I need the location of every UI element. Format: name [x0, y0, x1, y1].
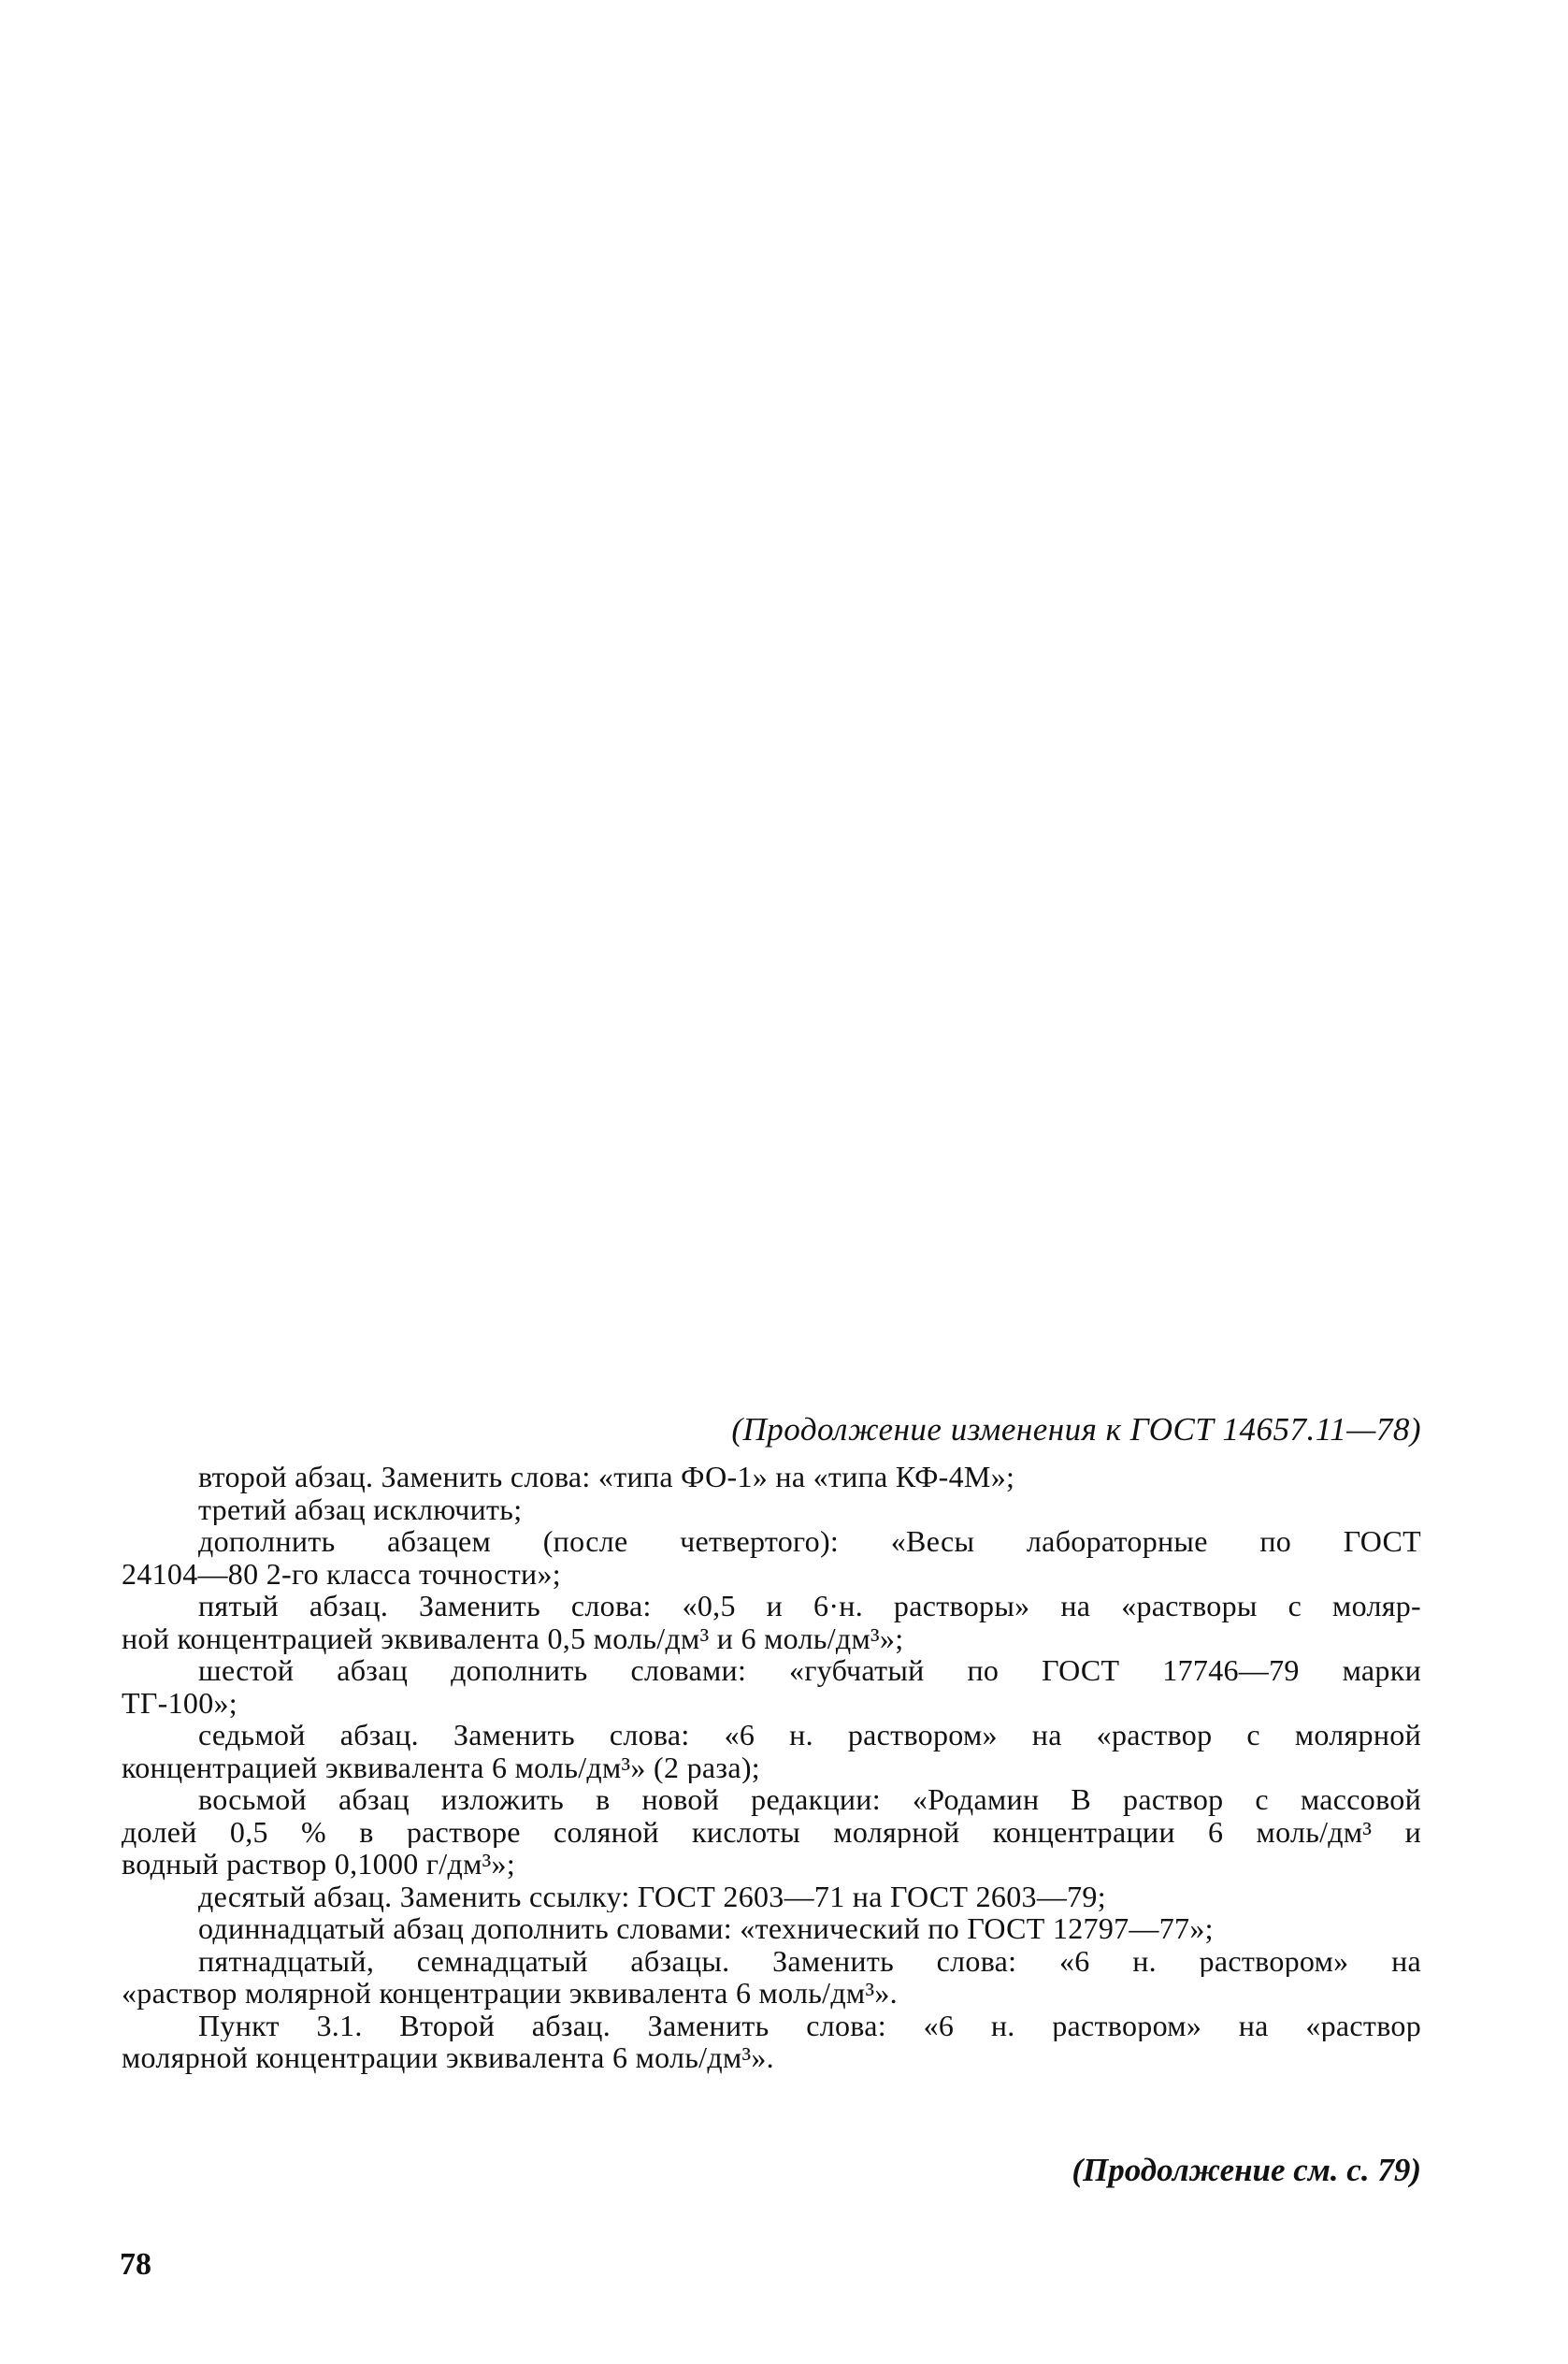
- text-line: ной концентрацией эквивалента 0,5 моль/дм³ и 6 моль/дм³»;: [122, 1622, 904, 1654]
- text-line: шестой абзац дополнить словами: «губчатый по ГОСТ 17746—79 марки: [198, 1654, 1421, 1687]
- amendment-text: [122, 1461, 1421, 2074]
- text-line: десятый абзац. Заменить ссылку: ГОСТ 2603—71 на ГОСТ 2603—79;: [198, 1880, 1106, 1912]
- text-line: долей 0,5 % в растворе соляной кислоты молярной концентрации 6 моль/дм³ и: [122, 1815, 1421, 1848]
- text-line: одиннадцатый абзац дополнить словами: «технический по ГОСТ 12797—77»;: [198, 1912, 1214, 1945]
- text-line: концентрацией эквивалента 6 моль/дм³» (2 раза);: [122, 1751, 760, 1783]
- text-line: дополнить абзацем (после четвертого): «Весы лабораторные по ГОСТ: [198, 1525, 1421, 1558]
- text-line: ТГ-100»;: [122, 1686, 237, 1719]
- text-line: второй абзац. Заменить слова: «типа ФО-1» на «типа КФ-4М»;: [198, 1461, 1015, 1493]
- text-line: восьмой абзац изложить в новой редакции: «Родамин В раствор с массовой: [198, 1783, 1421, 1816]
- text-line: молярной концентрации эквивалента 6 моль/дм³».: [122, 2041, 774, 2074]
- page-number: 78: [120, 2247, 151, 2282]
- text-line: пятнадцатый, семнадцатый абзацы. Заменить слова: «6 н. раствором» на: [198, 1944, 1421, 1977]
- text-line: «раствор молярной концентрации эквивалента 6 моль/дм³».: [122, 1977, 898, 2010]
- text-line: водный раствор 0,1000 г/дм³»;: [122, 1848, 516, 1881]
- text-line: третий абзац исключить;: [198, 1492, 523, 1525]
- text-line: пятый абзац. Заменить слова: «0,5 и 6·н. растворы» на «растворы с моляр-: [198, 1590, 1421, 1622]
- continuation-note: (Продолжение см. с. 79): [1072, 2152, 1421, 2188]
- text-line: Пункт 3.1. Второй абзац. Заменить слова: «6 н. раствором» на «раствор: [198, 2009, 1421, 2041]
- text-line: седьмой абзац. Заменить слова: «6 н. раствором» на «раствор с молярной: [198, 1719, 1421, 1751]
- text-line: 24104—80 2-го класса точности»;: [122, 1557, 561, 1590]
- continuation-header: (Продолжение изменения к ГОСТ 14657.11—78): [731, 1411, 1421, 1448]
